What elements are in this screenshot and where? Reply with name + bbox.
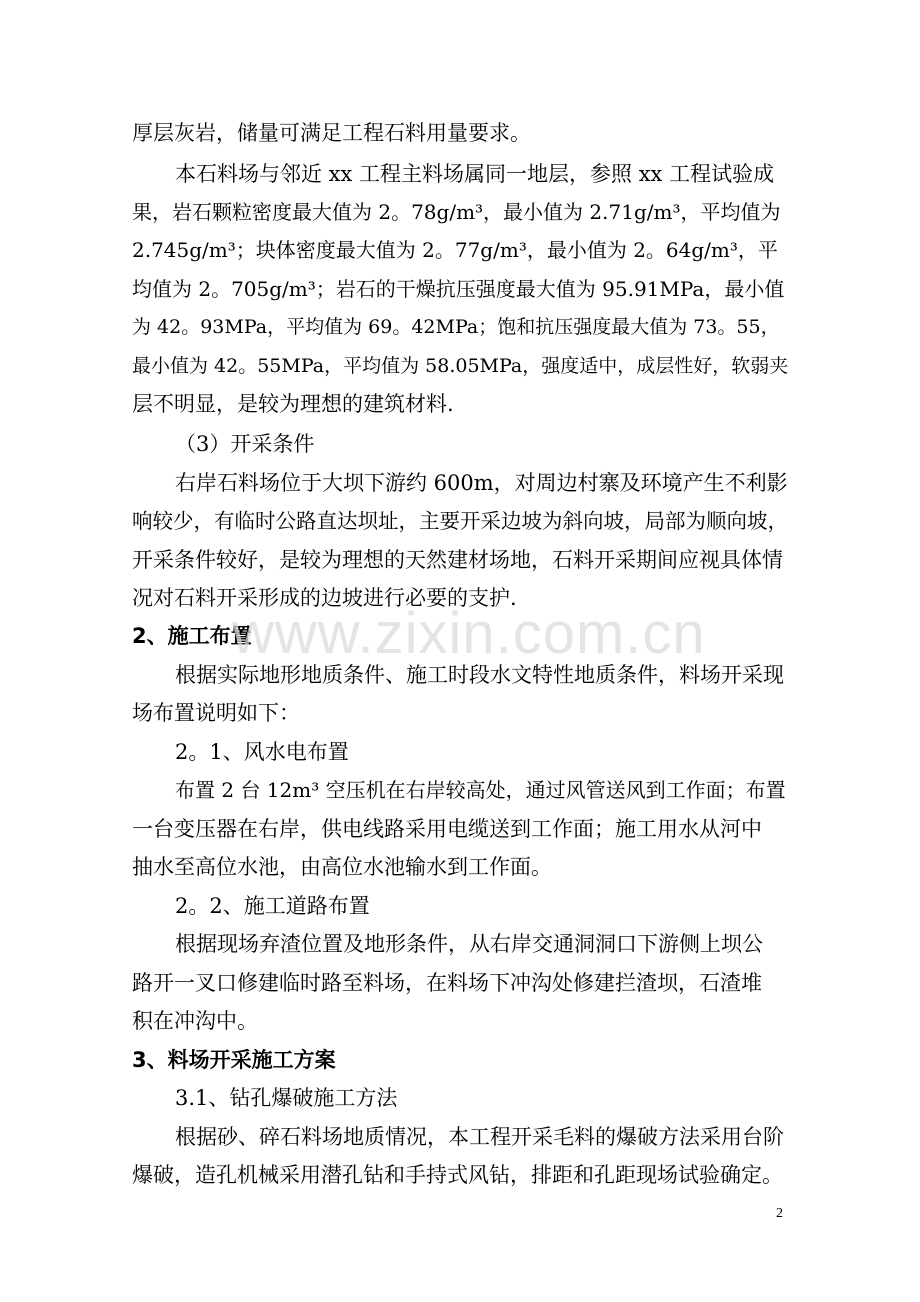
section-heading: 2、施工布置	[132, 624, 252, 648]
subsection-heading: （3）开采条件	[175, 432, 315, 456]
paragraph-line: 抽水至高位水池，由高位水池输水到工作面。	[132, 855, 552, 879]
paragraph-line: 最小值为 42。55MPa，平均值为 58.05MPa，强度适中，成层性好，软弱夹	[132, 355, 789, 377]
paragraph-line: 厚层灰岩，储量可满足工程石料用量要求。	[132, 121, 531, 145]
paragraph-line: 层不明显，是较为理想的建筑材料.	[132, 392, 454, 416]
page-number: 2	[776, 1206, 783, 1221]
paragraph-line: 况对石料开采形成的边坡进行必要的支护.	[132, 586, 517, 610]
paragraph-line: 一台变压器在右岸，供电线路采用电缆送到工作面；施工用水从河中	[132, 817, 762, 841]
paragraph-line: 爆破，造孔机械采用潜孔钻和手持式风钻，排距和孔距现场试验确定。	[132, 1163, 783, 1187]
paragraph-line: 均值为 2。705g/m³；岩石的干燥抗压强度最大值为 95.91MPa，最小值	[132, 277, 785, 301]
paragraph-line: 根据砂、碎石料场地质情况，本工程开采毛料的爆破方法采用台阶	[175, 1125, 784, 1149]
watermark: www.zixin.com.cn	[232, 601, 706, 666]
paragraph-line: 场布置说明如下：	[132, 701, 300, 725]
section-heading: 3、料场开采施工方案	[132, 1048, 336, 1072]
paragraph-line: 果，岩石颗粒密度最大值为 2。78g/m³，最小值为 2.71g/m³，平均值为	[132, 200, 781, 224]
paragraph-line: 积在冲沟中。	[132, 1009, 258, 1033]
paragraph-line: 右岸石料场位于大坝下游约 600m，对周边村寨及环境产生不利影	[175, 471, 788, 495]
paragraph-line: 布置 2 台 12m³ 空压机在右岸较高处，通过风管送风到工作面；布置	[175, 778, 786, 802]
paragraph-line: 本石料场与邻近 xx 工程主料场属同一地层，参照 xx 工程试验成	[175, 162, 775, 186]
paragraph-line: 开采条件较好，是较为理想的天然建材场地，石料开采期间应视具体情	[132, 548, 783, 572]
paragraph-line: 路开一叉口修建临时路至料场，在料场下冲沟处修建拦渣坝，石渣堆	[132, 971, 762, 995]
paragraph-line: 2.745g/m³；块体密度最大值为 2。77g/m³，最小值为 2。64g/m³，平	[132, 238, 778, 262]
paragraph-line: 为 42。93MPa，平均值为 69。42MPa；饱和抗压强度最大值为 73。55，	[132, 316, 780, 338]
paragraph-line: 根据现场弃渣位置及地形条件，从右岸交通洞洞口下游侧上坝公	[175, 932, 763, 956]
subsection-heading: 3.1、钻孔爆破施工方法	[175, 1086, 398, 1110]
paragraph-line: 根据实际地形地质条件、施工时段水文特性地质条件，料场开采现	[175, 663, 784, 687]
subsection-heading: 2。1、风水电布置	[175, 740, 349, 764]
subsection-heading: 2。2、施工道路布置	[175, 894, 370, 918]
paragraph-line: 响较少，有临时公路直达坝址，主要开采边坡为斜向坡，局部为顺向坡，	[132, 509, 788, 533]
